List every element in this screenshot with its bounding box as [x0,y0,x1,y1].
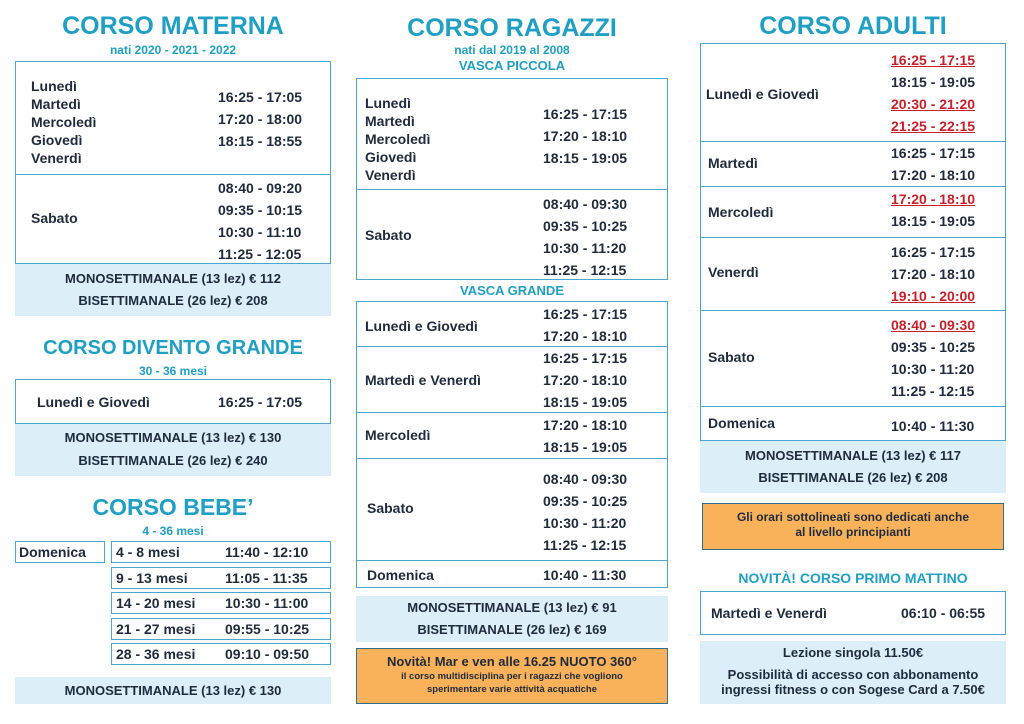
bebe-day-text: Domenica [19,544,86,560]
adulti-lg-label: Lunedì e Giovedì [706,86,819,102]
divento-price-mono: MONOSETTIMANALE (13 lez) € 130 [64,430,282,445]
vasca-grande-label: VASCA GRANDE [459,283,564,298]
materna-day-0: Lunedì [31,78,77,94]
adulti-sa-time-0: 08:40 - 09:30 [891,317,976,333]
adulti-me-times [891,188,975,232]
vasca-piccola-label: VASCA PICCOLA [458,58,566,73]
materna-day-2: Mercoledì [31,114,97,130]
grande-lg-label: Lunedì e Giovedì [365,318,478,334]
materna-sat-time-3: 11:25 - 12:05 [218,246,302,262]
bebe-age-4: 28 - 36 mesi [116,646,196,662]
adulti-me-time-0: 17:20 - 18:10 [891,191,976,207]
adulti-ve-time-1: 17:20 - 18:10 [891,266,976,282]
principianti-note [702,503,1004,550]
adulti-schedule-table [700,43,1006,441]
materna-sat-time-2: 10:30 - 11:10 [218,224,302,240]
grande-sat-time-3: 11:25 - 12:15 [543,537,627,553]
ragazzi-price-mono: MONOSETTIMANALE (13 lez) € 91 [407,600,617,615]
ragazzi-price-bi: BISETTIMANALE (26 lez) € 169 [417,622,607,637]
vasca-grande-table [356,301,668,588]
vasca-piccola-table [356,78,668,280]
divento-price-box [15,424,331,476]
piccola-day-2: Mercoledì [365,131,431,147]
materna-title: CORSO MATERNA [62,12,284,40]
adulti-lg-times [891,49,975,137]
adulti-info-box [700,641,1006,704]
piccola-divider [357,189,667,190]
grande-lg-times [543,303,627,347]
bebe-age-3: 21 - 27 mesi [116,621,196,637]
divento-schedule-table [15,379,331,424]
materna-day-4: Venerdì [31,150,82,166]
adulti-sa-label: Sabato [708,349,755,365]
info-abbonamento-2: ingressi fitness o con Sogese Card a 7.50€ [721,682,985,697]
adulti-ve-times [891,241,975,307]
adulti-ve-time-0: 16:25 - 17:15 [891,244,976,260]
grande-sat-times [543,468,627,556]
bebe-day-label [15,541,105,563]
adulti-ma-times [891,142,975,186]
adulti-title: CORSO ADULTI [759,12,947,40]
piccola-day-3: Giovedì [365,149,417,165]
primo-mattino-table [700,591,1006,635]
nuoto360-title: Novità! Mar e ven alle 16.25 NUOTO 360° [387,654,637,669]
divento-time: 16:25 - 17:05 [218,394,303,410]
grande-mv-times [543,347,627,413]
piccola-sat-time-3: 11:25 - 12:15 [543,262,627,278]
bebe-time-4: 09:10 - 09:50 [225,646,310,662]
piccola-weekday-list [365,94,430,184]
ragazzi-price-box [356,596,668,642]
materna-day-3: Giovedì [31,132,83,148]
piccola-time-2: 18:15 - 19:05 [543,150,628,166]
ragazzi-subtitle: nati dal 2019 al 2008 [454,43,570,57]
adulti-sa-time-2: 10:30 - 11:20 [891,361,975,377]
bebe-price-mono: MONOSETTIMANALE (13 lez) € 130 [64,683,282,698]
grande-me-label: Mercoledì [365,427,431,443]
primo-mattino-time: 06:10 - 06:55 [901,605,986,621]
adulti-lg-time-3: 21:25 - 22:15 [891,118,976,134]
bebe-age-2: 14 - 20 mesi [116,595,196,611]
materna-schedule-table [15,61,331,264]
info-abbonamento-1: Possibilità di accesso con abbonamento [727,667,979,682]
primo-mattino-title: NOVITÀ! CORSO PRIMO MATTINO [738,570,968,586]
adulti-sa-time-1: 09:35 - 10:25 [891,339,976,355]
bebe-time-0: 11:40 - 12:10 [225,544,309,560]
materna-subtitle: nati 2020 - 2021 - 2022 [109,43,237,57]
nuoto360-line1: il corso multidisciplina per i ragazzi che vogliono [401,671,623,682]
adulti-divider-3 [701,237,1005,238]
principianti-line2: al livello principianti [795,525,911,539]
bebe-time-1: 11:05 - 11:35 [225,570,308,586]
adulti-divider-4 [701,310,1005,311]
adulti-me-label: Mercoledì [708,204,774,220]
materna-weekday-times [218,86,302,152]
adulti-ve-label: Venerdì [708,264,759,280]
ragazzi-title: CORSO RAGAZZI [407,14,617,42]
piccola-day-1: Martedì [365,113,415,129]
grande-mv-label: Martedì e Venerdì [365,372,481,388]
nuoto360-line2: sperimentare varie attività acquatiche [426,684,598,695]
grande-sat-time-0: 08:40 - 09:30 [543,471,628,487]
grande-me-time-0: 17:20 - 18:10 [543,417,628,433]
materna-time-0: 16:25 - 17:05 [218,89,303,105]
materna-sat-time-1: 09:35 - 10:15 [218,202,303,218]
bebe-age-1: 9 - 13 mesi [116,570,188,586]
materna-price-bi: BISETTIMANALE (26 lez) € 208 [78,293,268,308]
piccola-time-0: 16:25 - 17:15 [543,106,628,122]
materna-time-2: 18:15 - 18:55 [218,133,303,149]
adulti-lg-time-2: 20:30 - 21:20 [891,96,976,112]
materna-price-mono: MONOSETTIMANALE (13 lez) € 112 [65,271,281,286]
piccola-time-1: 17:20 - 18:10 [543,128,628,144]
adulti-price-box [700,441,1006,493]
piccola-day-0: Lunedì [365,95,411,111]
grande-sat-time-1: 09:35 - 10:25 [543,493,628,509]
grande-divider-3 [357,458,667,459]
nuoto360-note [356,648,668,704]
piccola-sat-time-1: 09:35 - 10:25 [543,218,628,234]
primo-mattino-day: Martedì e Venerdì [711,605,827,621]
bebe-age-0: 4 - 8 mesi [116,544,180,560]
grande-dom-time: 10:40 - 11:30 [543,567,627,583]
divento-price-bi: BISETTIMANALE (26 lez) € 240 [78,453,268,468]
materna-weekday-list [31,77,96,167]
adulti-do-time: 10:40 - 11:30 [891,418,975,434]
piccola-sat-time-2: 10:30 - 11:20 [543,240,627,256]
adulti-ma-label: Martedì [708,155,758,171]
grande-sat-time-2: 10:30 - 11:20 [543,515,627,531]
piccola-weekday-times [543,103,627,169]
divento-day: Lunedì e Giovedì [37,394,150,410]
adulti-divider-2 [701,186,1005,187]
adulti-price-mono: MONOSETTIMANALE (13 lez) € 117 [745,448,961,463]
bebe-row-4 [111,643,331,665]
bebe-row-0 [111,541,331,563]
adulti-do-label: Domenica [708,415,775,431]
bebe-price-box [15,677,331,704]
adulti-ve-time-2: 19:10 - 20:00 [891,288,976,304]
adulti-price-bi: BISETTIMANALE (26 lez) € 208 [758,470,948,485]
bebe-row-2 [111,592,331,614]
grande-lg-time-0: 16:25 - 17:15 [543,306,628,322]
bebe-time-2: 10:30 - 11:00 [225,595,309,611]
grande-me-times [543,414,627,458]
materna-sat-time-0: 08:40 - 09:20 [218,180,303,196]
materna-price-box [15,264,331,316]
grande-me-time-1: 18:15 - 19:05 [543,439,628,455]
piccola-sat-label: Sabato [365,227,412,243]
piccola-sat-time-0: 08:40 - 09:30 [543,196,628,212]
bebe-title: CORSO BEBE’ [92,494,254,520]
materna-divider [16,174,330,175]
grande-divider-2 [357,412,667,413]
principianti-line1: Gli orari sottolineati sono dedicati anche [736,510,970,524]
materna-day-1: Martedì [31,96,81,112]
info-lezione-singola: Lezione singola 11.50€ [782,645,924,660]
adulti-divider-5 [701,406,1005,407]
materna-sat-label: Sabato [31,210,78,226]
adulti-sa-times [891,314,975,402]
grande-lg-time-1: 17:20 - 18:10 [543,328,628,344]
divento-subtitle: 30 - 36 mesi [138,364,208,378]
bebe-time-3: 09:55 - 10:25 [225,621,310,637]
adulti-lg-time-1: 18:15 - 19:05 [891,74,976,90]
bebe-row-3 [111,618,331,640]
piccola-day-4: Venerdì [365,167,416,183]
piccola-sat-times [543,193,627,281]
grande-mv-time-0: 16:25 - 17:15 [543,350,628,366]
bebe-subtitle: 4 - 36 mesi [142,524,204,538]
bebe-row-1 [111,567,331,589]
grande-dom-label: Domenica [367,567,434,583]
divento-title: CORSO DIVENTO GRANDE [43,337,303,359]
grande-mv-time-1: 17:20 - 18:10 [543,372,628,388]
grande-sat-label: Sabato [367,500,414,516]
adulti-ma-time-1: 17:20 - 18:10 [891,167,976,183]
adulti-me-time-1: 18:15 - 19:05 [891,213,976,229]
grande-divider-4 [357,560,667,561]
adulti-ma-time-0: 16:25 - 17:15 [891,145,976,161]
grande-mv-time-2: 18:15 - 19:05 [543,394,628,410]
adulti-lg-time-0: 16:25 - 17:15 [891,52,976,68]
adulti-sa-time-3: 11:25 - 12:15 [891,383,975,399]
materna-sat-times [218,177,302,265]
materna-time-1: 17:20 - 18:00 [218,111,303,127]
